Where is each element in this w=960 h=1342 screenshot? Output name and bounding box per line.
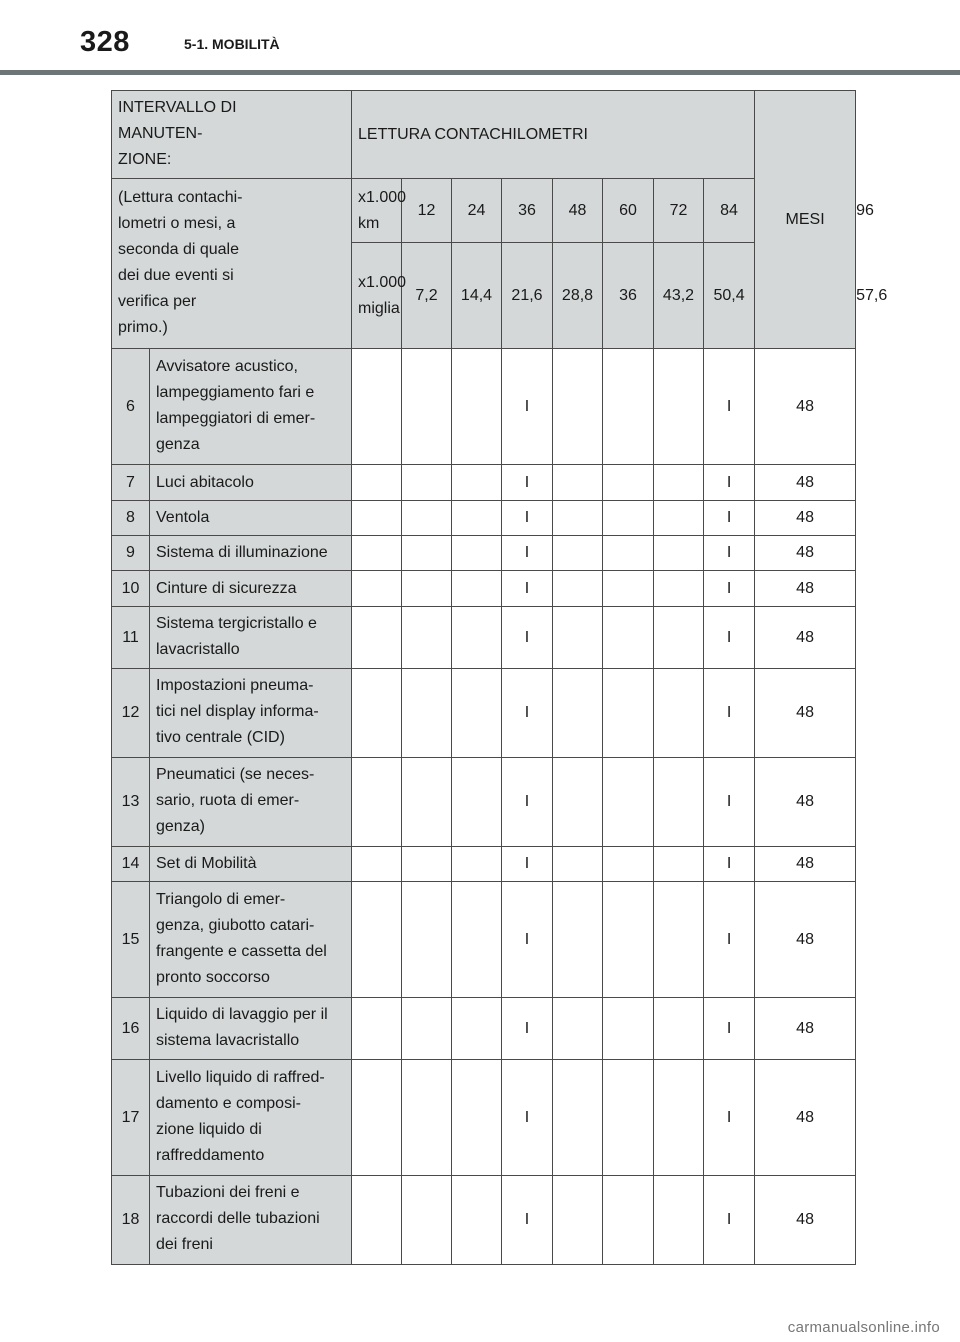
text-line: tici nel display informa- [156, 703, 319, 720]
inspection-mark: I [502, 465, 553, 501]
text-line: Set di Mobilità [156, 855, 257, 872]
miles-interval-cell: 7,2 [402, 243, 452, 349]
text-line: tivo centrale (CID) [156, 729, 285, 746]
inspection-mark: I [502, 758, 553, 847]
maintenance-table: INTERVALLO DI MANUTEN- ZIONE: LETTURA CONTACHILOMETRI MESI (Lettura contachi- lometri o mesi, a seconda di quale dei due eventi si verifica per primo.) x1.000 km 12 24 36 48 60 72 84 96 x1.000 miglia 7,2 14,4 21,6 28,8 36 43,2 50,4 57,6 6 Avvisatore acustico, lampeggiamento fari e lampeggiatori di emer- genza I I 48 7 Luci abitacolo I I 48 8 Ventola I I 48 9 Sistema di illuminazione I I 48 10 Cinture di sicurezza I I 48 11 Sistema tergicristallo e lavacristallo I I 48 12 Impostazioni pneuma- tici nel display informa- tivo centrale (CID) I I 48 13 Pneumatici (se neces- sario, ruota di emer- genza) I I 48 14 Set di Mobilità I I 48 15 Triangolo di emer- genza, giubotto catari- frangente e cassetta del pronto soccorso I I 48 16 Liquido di lavaggio per il sistema lavacristallo I I 48 17 Livello liquido di raffred- damento e composi- zione liquido di raffreddamento I I 48 18 Tubazioni dei freni e raccordi delle tubazioni dei freni I I 48 [111, 90, 856, 1265]
item-description [150, 349, 352, 465]
months-value: 48 [755, 501, 856, 536]
inspection-mark [352, 758, 402, 847]
months-value: 48 [755, 571, 856, 607]
text-line: MANUTEN- [118, 124, 203, 142]
months-value: 48 [755, 1176, 856, 1265]
text-line: sario, ruota di emer- [156, 792, 300, 809]
inspection-mark: I [502, 1176, 553, 1265]
text-line: miglia [358, 299, 400, 317]
text-line: Livello liquido di raffred- [156, 1068, 325, 1086]
item-number: 9 [112, 536, 150, 571]
inspection-mark [452, 669, 502, 758]
inspection-mark: I [704, 607, 755, 669]
item-number: 13 [112, 758, 150, 847]
text-line: Sistema tergicristallo e [156, 614, 317, 632]
inspection-mark [654, 998, 704, 1060]
inspection-mark [352, 465, 402, 501]
inspection-mark: I [704, 847, 755, 882]
item-number: 16 [112, 998, 150, 1060]
km-interval-cell: 36 [502, 179, 553, 243]
text-line: Sistema di illuminazione [156, 544, 328, 561]
km-interval-cell: 60 [603, 179, 654, 243]
page-header [0, 0, 960, 78]
inspection-mark: I [502, 501, 553, 536]
item-number: 7 [112, 465, 150, 501]
item-description [150, 571, 352, 607]
inspection-mark [603, 882, 654, 998]
text-line: raffreddamento [156, 1146, 265, 1164]
inspection-mark [402, 536, 452, 571]
km-interval-cell: 84 [704, 179, 755, 243]
text-line: Liquido di lavaggio per il [156, 1005, 328, 1023]
item-description [150, 607, 352, 669]
text-line: Tubazioni dei freni e [156, 1184, 300, 1201]
inspection-mark [654, 669, 704, 758]
inspection-mark [553, 847, 603, 882]
table-row [112, 571, 856, 607]
inspection-mark [603, 607, 654, 669]
inspection-mark [553, 669, 603, 758]
inspection-mark [603, 998, 654, 1060]
text-line: km [358, 214, 380, 232]
table-row [112, 501, 856, 536]
inspection-mark: I [704, 882, 755, 998]
inspection-mark [654, 571, 704, 607]
inspection-mark [452, 1176, 502, 1265]
inspection-mark: I [502, 669, 553, 758]
table-row [112, 847, 856, 882]
inspection-mark [402, 1176, 452, 1265]
inspection-mark [603, 1176, 654, 1265]
inspection-mark: I [704, 571, 755, 607]
inspection-mark: I [704, 536, 755, 571]
inspection-mark [352, 1176, 402, 1265]
inspection-mark [654, 847, 704, 882]
inspection-mark [402, 571, 452, 607]
text-line: lavacristallo [156, 640, 240, 658]
inspection-mark: I [502, 607, 553, 669]
item-description [150, 882, 352, 998]
inspection-mark [352, 847, 402, 882]
text-line: Ventola [156, 509, 210, 526]
inspection-mark: I [502, 1060, 553, 1176]
text-line: dei freni [156, 1236, 213, 1253]
months-value: 48 [755, 847, 856, 882]
inspection-mark [402, 465, 452, 501]
inspection-mark [654, 536, 704, 571]
text-line: Avvisatore acustico, [156, 357, 298, 375]
inspection-mark [553, 465, 603, 501]
text-line: sistema lavacristallo [156, 1031, 300, 1049]
text-line: raccordi delle tubazioni [156, 1210, 320, 1227]
inspection-mark [603, 669, 654, 758]
item-description [150, 501, 352, 536]
inspection-mark [603, 758, 654, 847]
item-number: 10 [112, 571, 150, 607]
months-value: 48 [755, 349, 856, 465]
inspection-mark [603, 501, 654, 536]
inspection-mark [603, 536, 654, 571]
inspection-mark [452, 536, 502, 571]
inspection-mark [452, 998, 502, 1060]
inspection-mark: I [502, 998, 553, 1060]
months-value: 48 [755, 1060, 856, 1176]
months-value: 48 [755, 998, 856, 1060]
months-value: 48 [755, 758, 856, 847]
text-line: Impostazioni pneuma- [156, 677, 314, 694]
inspection-mark [402, 1060, 452, 1176]
inspection-mark [452, 758, 502, 847]
text-line: Luci abitacolo [156, 473, 254, 491]
inspection-mark [402, 349, 452, 465]
km-unit-label [352, 179, 407, 243]
inspection-mark [603, 349, 654, 465]
section-title: 5-1. MOBILITÀ [184, 36, 280, 52]
inspection-mark [352, 607, 402, 669]
item-description [150, 669, 352, 758]
text-line: frangente e cassetta del [156, 942, 327, 960]
inspection-mark [553, 571, 603, 607]
km-interval-cell: 72 [654, 179, 704, 243]
inspection-mark [352, 349, 402, 465]
text-line: Triangolo di emer- [156, 890, 286, 908]
inspection-mark: I [704, 1060, 755, 1176]
watermark: carmanualsonline.info [787, 1319, 940, 1336]
inspection-mark [352, 669, 402, 758]
item-description [150, 536, 352, 571]
item-description [150, 1176, 352, 1265]
months-value: 48 [755, 465, 856, 501]
inspection-mark [654, 465, 704, 501]
inspection-mark [603, 571, 654, 607]
item-number: 14 [112, 847, 150, 882]
text-line: x1.000 [358, 273, 407, 291]
inspection-mark [352, 571, 402, 607]
inspection-mark [352, 998, 402, 1060]
table-row [112, 607, 856, 669]
inspection-mark [402, 847, 452, 882]
item-number: 12 [112, 669, 150, 758]
months-header: MESI [755, 91, 856, 349]
table-row [112, 1176, 856, 1265]
inspection-mark [452, 349, 502, 465]
text-line: ZIONE: [118, 150, 172, 168]
inspection-mark: I [502, 536, 553, 571]
item-number: 17 [112, 1060, 150, 1176]
interval-note [112, 179, 352, 349]
item-number: 6 [112, 349, 150, 465]
inspection-mark: I [704, 1176, 755, 1265]
text-line: lampeggiamento fari e [156, 383, 315, 401]
inspection-mark [603, 1060, 654, 1176]
table-row [112, 669, 856, 758]
inspection-mark [553, 501, 603, 536]
km-interval-cell: 12 [402, 179, 452, 243]
miles-interval-cell: 50,4 [704, 243, 755, 349]
table-row [112, 998, 856, 1060]
inspection-mark: I [704, 758, 755, 847]
text-line: (Lettura contachi- [118, 188, 243, 206]
text-line: genza) [156, 818, 205, 835]
inspection-mark: I [502, 882, 553, 998]
months-value: 48 [755, 536, 856, 571]
inspection-mark [553, 1060, 603, 1176]
km-interval-cell: 24 [452, 179, 502, 243]
table-row [112, 349, 856, 465]
header-rule [0, 70, 960, 75]
months-value: 48 [755, 882, 856, 998]
inspection-mark [553, 536, 603, 571]
months-value: 48 [755, 607, 856, 669]
inspection-mark [654, 1060, 704, 1176]
table-row [112, 465, 856, 501]
item-description [150, 847, 352, 882]
item-description [150, 758, 352, 847]
table-row [112, 758, 856, 847]
inspection-mark [654, 758, 704, 847]
miles-interval-cell: 43,2 [654, 243, 704, 349]
table-row [112, 536, 856, 571]
inspection-mark [654, 607, 704, 669]
inspection-mark [603, 465, 654, 501]
inspection-mark [402, 758, 452, 847]
inspection-mark [352, 501, 402, 536]
inspection-mark [654, 882, 704, 998]
inspection-mark [553, 607, 603, 669]
text-line: verifica per [118, 292, 197, 310]
text-line: dei due eventi si [118, 266, 234, 284]
inspection-mark [553, 1176, 603, 1265]
item-description [150, 465, 352, 501]
inspection-mark: I [704, 998, 755, 1060]
text-line: damento e composi- [156, 1094, 301, 1112]
inspection-mark [553, 758, 603, 847]
inspection-mark [402, 501, 452, 536]
inspection-mark [452, 465, 502, 501]
inspection-mark: I [704, 465, 755, 501]
inspection-mark: I [704, 669, 755, 758]
table-row [112, 882, 856, 998]
inspection-mark: I [704, 501, 755, 536]
inspection-mark [452, 501, 502, 536]
text-line: genza, giubotto catari- [156, 916, 315, 934]
item-number: 18 [112, 1176, 150, 1265]
page-number: 328 [80, 26, 130, 58]
item-number: 8 [112, 501, 150, 536]
table-row [112, 1060, 856, 1176]
inspection-mark [352, 1060, 402, 1176]
inspection-mark [352, 882, 402, 998]
miles-interval-cell: 28,8 [553, 243, 603, 349]
item-description [150, 998, 352, 1060]
inspection-mark [402, 882, 452, 998]
inspection-mark [452, 847, 502, 882]
inspection-mark [402, 669, 452, 758]
item-number: 15 [112, 882, 150, 998]
months-value: 48 [755, 669, 856, 758]
km-interval-cell: 48 [553, 179, 603, 243]
miles-interval-cell: 36 [603, 243, 654, 349]
inspection-mark [402, 998, 452, 1060]
text-line: genza [156, 435, 200, 453]
text-line: seconda di quale [118, 240, 239, 258]
inspection-mark [452, 571, 502, 607]
text-line: x1.000 [358, 188, 407, 206]
inspection-mark [654, 349, 704, 465]
inspection-mark [553, 998, 603, 1060]
text-line: Pneumatici (se neces- [156, 766, 315, 783]
item-number: 11 [112, 607, 150, 669]
odometer-label: LETTURA CONTACHILOMETRI [352, 91, 755, 179]
inspection-mark [553, 882, 603, 998]
inspection-mark: I [502, 349, 553, 465]
inspection-mark [452, 1060, 502, 1176]
inspection-mark [553, 349, 603, 465]
inspection-mark [603, 847, 654, 882]
miles-interval-cell: 21,6 [502, 243, 553, 349]
miles-interval-cell: 14,4 [452, 243, 502, 349]
item-description [150, 1060, 352, 1176]
text-line: lampeggiatori di emer- [156, 409, 316, 427]
inspection-mark [402, 607, 452, 669]
text-line: lometri o mesi, a [118, 214, 236, 232]
inspection-mark [654, 501, 704, 536]
interval-label [112, 91, 352, 179]
miles-unit-label [352, 243, 407, 349]
text-line: primo.) [118, 318, 168, 336]
text-line: zione liquido di [156, 1120, 262, 1138]
inspection-mark: I [502, 847, 553, 882]
inspection-mark: I [704, 349, 755, 465]
inspection-mark: I [502, 571, 553, 607]
text-line: Cinture di sicurezza [156, 579, 297, 597]
inspection-mark [352, 536, 402, 571]
text-line: pronto soccorso [156, 968, 270, 986]
inspection-mark [452, 882, 502, 998]
inspection-mark [452, 607, 502, 669]
text-line: INTERVALLO DI [118, 98, 237, 116]
inspection-mark [654, 1176, 704, 1265]
